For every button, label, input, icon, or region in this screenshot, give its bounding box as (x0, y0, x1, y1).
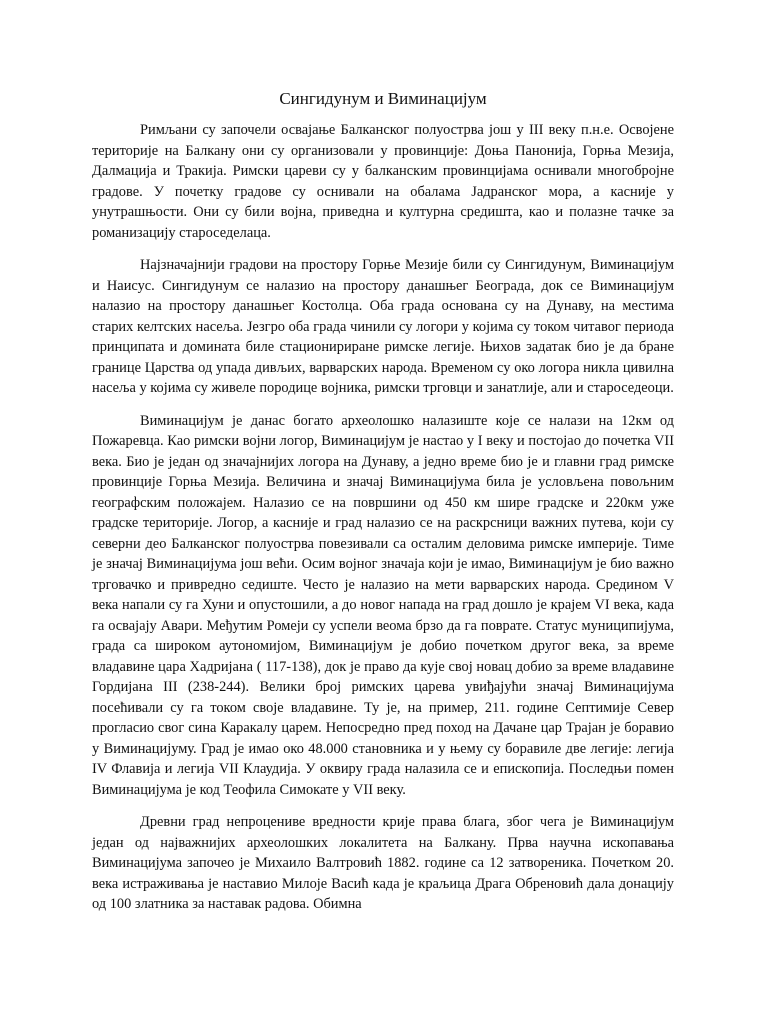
paragraph-major-cities: Најзначајнији градови на простору Горње Мезије били су Сингидунум, Виминацијум и Наисус. Сингидунум се налазио на простору данашњег Београда, док се Виминацијум налазио на простору данашњег Костолца. Оба града основана су на Дунаву, на местима старих келтских насеља. Језгро оба града чинили су логори у којима су током читавог периода принципата и домината биле стационириране римске легије. Њихов задатак био је да бране границе Царства од упада дивљих, варварских народа. Временом су око логора никла цивилна насеља у којима су живеле породице војника, римски трговци и занатлије, али и староседеоци. (92, 257, 674, 396)
paragraph-excavations: Древни град непроцениве вредности крије права блага, због чега је Виминацијум један од најважнијих археолошких локалитета на Балкану. Прва научна ископавања Виминацијума започео је Михаило Валтровић 1882. године са 12 затвореника. Почетком 20. века истраживања је наставио Милоје Васић када је краљица Драга Обреновић дала донацију од 100 златника за наставак радова. Обимна (92, 814, 674, 912)
document-title: Сингидунум и Виминацијум (279, 89, 487, 108)
document-body (92, 88, 674, 927)
paragraph-roman-conquest: Римљани су започели освајање Балканског полуострва још у III веку п.н.е. Освојене територије на Балкану они су организовали у провинције: Доња Панонија, Горња Мезија, Далмација и Тракија. Римски цареви су у балканским провинцијама оснивали многобројне градове. У почетку градове су оснивали на обалама Јадранског мора, а касније у унутрашњости. Они су били војна, приведна и културна средишта, као и полазне тачке за романизацију староседелаца. (92, 122, 674, 241)
paragraph-viminacium-history: Виминацијум је данас богато археолошко налазиште које се налази на 12км од Пожаревца. Као римски војни логор, Виминацијум је настао у I веку и постојао до почетка VII века. Био је један од значајнијих логора на Дунаву, а једно време био је и главни град римске провинције Горња Мезија. Величина и значај Виминацијума била је условљена повољним географским положајем. Налазио се на површини од 450 км шире градске и 220км уже градске територије. Логор, а касније и град налазио се на раскрсници важних путева, који су северни део Балканског полуострва повезивали са осталим деловима римске империје. Тиме је значај Виминацијума још већи. Осим војног значаја који је имао, Виминацијум је био важно трговачко и привредно седиште. Често је налазио на мети варварских народа. Средином V века напали су га Хуни и опустошили, а до новог напада на град дошло је крајем VI века, када га освајају Авари. Међутим Ромеји су успели веома брзо да га поврате. Статус муниципијума, града са широком аутономијом, Виминацијум је добио почетком другог века, за време владавине цара Хадријана ( 117-138), док је право да кује свој новац добио за време владавине Гордијана III (238-244). Велики број римских царева увиђајући значај Виминацијума посећивали су га током своје владавине. Ту је, на пример, 211. године Септимије Север прогласио свог сина Каракалу царем. Непосредно пред поход на Дачане цар Трајан је боравио у Виминацијуму. Град је имао око 48.000 становника и у њему су боравиле две легије: легија IV Флавија и легија VII Клаудија. У оквиру града налазила се и епископија. Последњи помен Виминацијума је код Теофила Симокате у VII веку. (92, 412, 674, 798)
